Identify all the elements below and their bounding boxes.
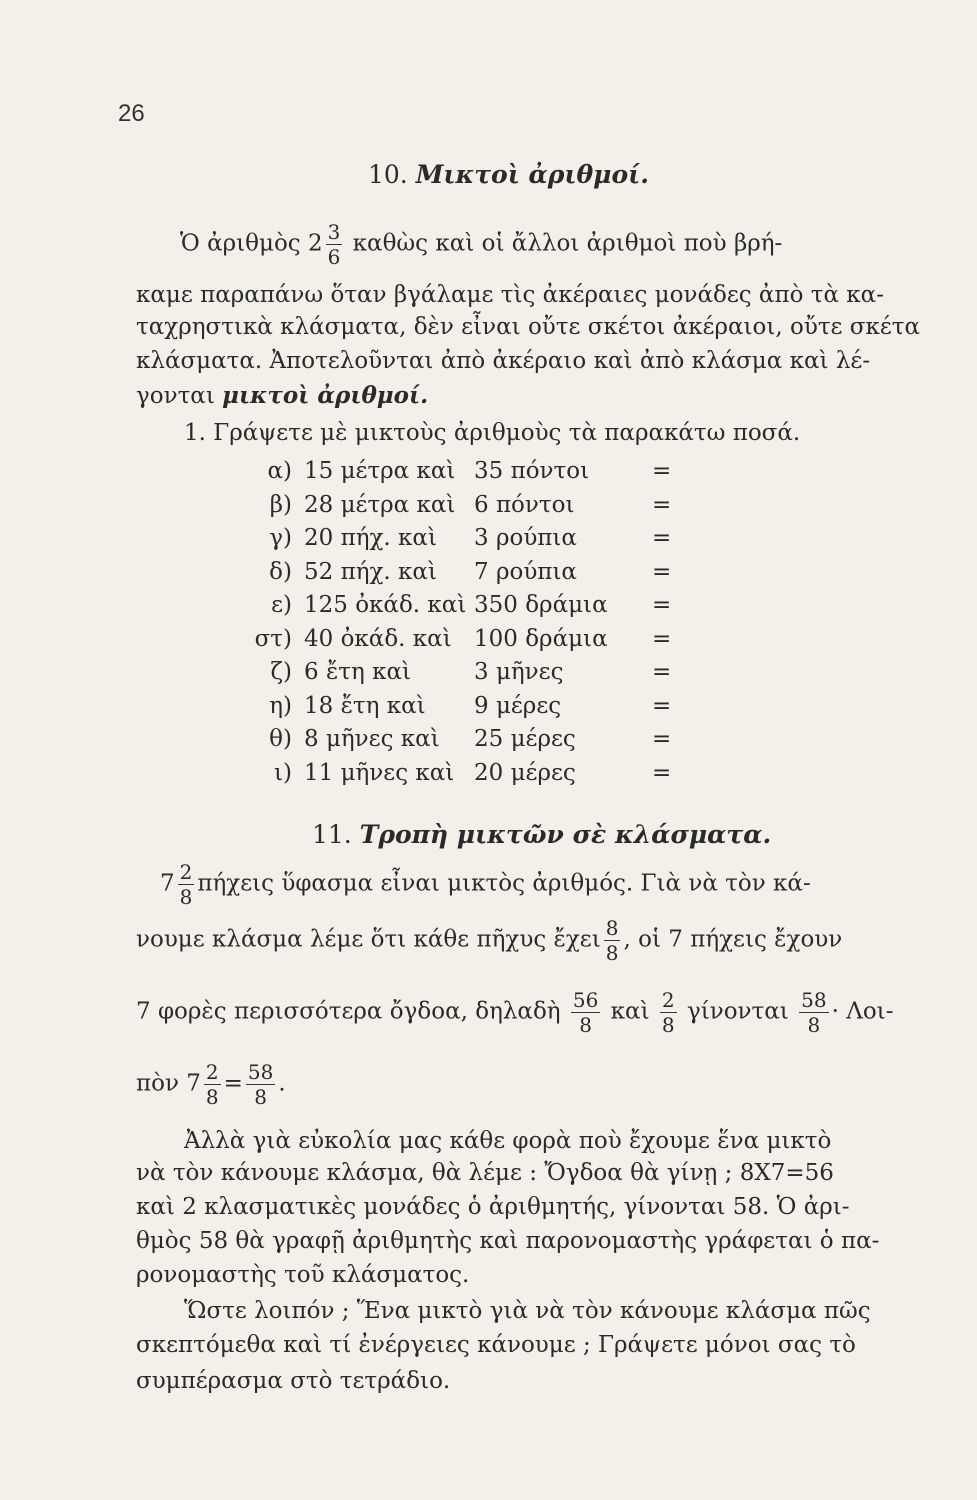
exercise-row [232, 659, 702, 689]
paragraph-line: συμπέρασμα στὸ τετράδιο. [136, 1368, 451, 1394]
numerator: 8 [605, 916, 619, 940]
paragraph-line: νὰ τὸν κάνουμε κλάσμα, θὰ λέμε : Ὄγδοα θὰ γίνῃ ; 8Χ7=56 [136, 1160, 834, 1186]
denominator: 8 [205, 1085, 219, 1109]
exercise-quantity-b: 25 μέρες [474, 726, 576, 752]
denominator: 8 [179, 885, 193, 909]
exercise-row [232, 726, 702, 756]
text-span: = [223, 1070, 243, 1097]
denominator: 8 [579, 1013, 592, 1037]
exercise-quantity-a: 15 μέτρα καὶ [304, 458, 456, 484]
term-bold: μικτοὶ ἀριθμοί. [222, 382, 429, 409]
section-10-number: 10. [368, 160, 408, 189]
text-span: 7 [160, 870, 175, 897]
exercise-quantity-a: 18 ἔτη καὶ [304, 692, 426, 719]
text-span: , οἱ 7 πήχεις ἔχουν [623, 926, 843, 953]
paragraph-line [136, 918, 842, 963]
exercise-quantity-b: 100 δράμια [474, 625, 608, 652]
text-span: 7 φορὲς περισσότερα ὄγδοα, δηλαδὴ [136, 998, 561, 1025]
exercise-label: η) [269, 692, 292, 719]
exercise-quantity-a: 52 πήχ. καὶ [304, 558, 437, 585]
section-10-title: Μικτοὶ ἀριθμοί. [415, 160, 649, 189]
exercise-row [232, 626, 702, 656]
fraction [604, 918, 621, 963]
exercise-equals: = [652, 759, 672, 786]
fraction [571, 990, 600, 1035]
text-span: πήχεις ὕφασμα εἶναι μικτὸς ἀριθμός. Γιὰ νὰ τὸν κά- [197, 870, 811, 897]
exercise-label: ι) [274, 759, 292, 786]
exercise-row [232, 559, 702, 589]
paragraph-line [180, 222, 782, 267]
exercise-quantity-b: 3 ρούπια [474, 525, 577, 551]
denominator: 8 [254, 1085, 267, 1109]
exercise-quantity-a: 6 ἔτη καὶ [304, 659, 412, 685]
numerator: 2 [205, 1060, 219, 1084]
exercise-equals: = [652, 592, 672, 618]
exercise-equals: = [652, 558, 672, 585]
text-span: γίνονται [686, 998, 789, 1025]
paragraph-line: σκεπτόμεθα καὶ τί ἐνέργειες κάνουμε ; Γράψετε μόνοι σας τὸ [136, 1332, 856, 1358]
exercise-quantity-a: 28 μέτρα καὶ [304, 491, 456, 518]
exercise-quantity-a: 20 πήχ. καὶ [304, 525, 437, 551]
exercise-equals: = [652, 625, 672, 652]
section-10-heading [368, 160, 649, 189]
exercise-row [232, 592, 702, 622]
exercise-label: θ) [269, 726, 292, 752]
exercise-label: α) [267, 458, 292, 484]
text-span: γονται [136, 383, 215, 409]
paragraph-line: ταχρηστικὰ κλάσματα, δὲν εἶναι οὔτε σκέτοι ἀκέραιοι, οὔτε σκέτα [136, 314, 921, 340]
denominator: 8 [605, 941, 619, 965]
paragraph-line [160, 862, 811, 907]
section-11-heading [312, 820, 771, 849]
section-11-number: 11. [312, 820, 352, 849]
exercise-equals: = [652, 491, 672, 518]
exercise-quantity-b: 35 πόντοι [474, 458, 590, 484]
paragraph-line: καὶ 2 κλασματικὲς μονάδες ὁ ἀριθμητής, γίνονται 58. Ὁ ἀρι- [136, 1194, 850, 1220]
exercise-row [232, 760, 702, 790]
exercise-equals: = [652, 525, 672, 551]
denominator: 8 [661, 1013, 675, 1037]
paragraph-line [136, 382, 428, 409]
text-span: νουμε κλάσμα λέμε ὅτι κάθε πῆχυς ἔχει [136, 926, 601, 953]
paragraph-line: Ὥστε λοιπόν ; Ἕνα μικτὸ γιὰ νὰ τὸν κάνουμε κλάσμα πῶς [184, 1298, 871, 1324]
text-span: πὸν 7 [136, 1070, 201, 1097]
exercise-row [232, 492, 702, 522]
exercise-label: δ) [269, 558, 292, 585]
exercise-quantity-a: 125 ὀκάδ. καὶ [304, 592, 467, 618]
exercise-quantity-a: 8 μῆνες καὶ [304, 726, 440, 752]
exercise-quantity-b: 6 πόντοι [474, 491, 575, 518]
denominator: 8 [807, 1013, 821, 1037]
exercise-label: ζ) [270, 659, 292, 685]
exercise-quantity-b: 20 μέρες [474, 759, 576, 786]
paragraph-line: θμὸς 58 θὰ γραφῇ ἀριθμητὴς καὶ παρονομαστὴς γράφεται ὁ πα- [136, 1228, 880, 1254]
exercise-quantity-a: 40 ὀκάδ. καὶ [304, 625, 452, 652]
exercise-intro: 1. Γράψετε μὲ μικτοὺς ἀριθμοὺς τὰ παρακάτω ποσά. [184, 420, 801, 446]
exercise-equals: = [652, 458, 672, 484]
text-span: καὶ [610, 998, 650, 1025]
numerator: 58 [801, 988, 827, 1012]
exercise-label: ε) [271, 592, 292, 618]
numerator: 2 [661, 988, 675, 1012]
exercise-quantity-b: 3 μῆνες [474, 659, 564, 685]
paragraph-line [136, 1062, 286, 1107]
exercise-equals: = [652, 692, 672, 719]
exercise-equals: = [652, 659, 672, 685]
paragraph-line: ρονομαστὴς τοῦ κλάσματος. [136, 1262, 470, 1288]
exercise-equals: = [652, 726, 672, 752]
text-span: · Λοι- [831, 998, 894, 1025]
text-span: . [278, 1070, 286, 1097]
fraction [204, 1062, 221, 1107]
numerator: 58 [247, 1060, 274, 1084]
paragraph-line: καμε παραπάνω ὅταν βγάλαμε τὶς ἀκέραιες μονάδες ἀπὸ τὰ κα- [136, 282, 884, 308]
exercise-label: γ) [269, 525, 292, 551]
paragraph-line: Ἀλλὰ γιὰ εὐκολία μας κάθε φορὰ ποὺ ἔχουμε ἕνα μικτὸ [184, 1128, 832, 1154]
exercise-quantity-b: 350 δράμια [474, 592, 608, 618]
fraction [326, 222, 343, 267]
numerator: 3 [327, 220, 341, 244]
fraction [178, 862, 195, 907]
fraction [660, 990, 677, 1035]
exercise-row [232, 525, 702, 555]
exercise-label: β) [269, 491, 292, 518]
numerator: 56 [572, 988, 599, 1012]
text-span: Ὁ ἀριθμὸς 2 [180, 230, 323, 257]
exercise-row [232, 693, 702, 723]
exercise-quantity-b: 7 ρούπια [474, 558, 577, 585]
paragraph-line: κλάσματα. Ἀποτελοῦνται ἀπὸ ἀκέραιο καὶ ἀπὸ κλάσμα καὶ λέ- [136, 348, 871, 374]
numerator: 2 [179, 860, 193, 884]
section-11-title: Τροπὴ μικτῶν σὲ κλάσματα. [359, 820, 772, 849]
page-number: 26 [118, 100, 145, 127]
fraction [246, 1062, 275, 1107]
exercise-label: στ) [254, 625, 292, 652]
fraction [799, 990, 828, 1035]
exercise-row [232, 458, 702, 488]
denominator: 6 [327, 245, 341, 269]
exercise-quantity-a: 11 μῆνες καὶ [304, 759, 455, 786]
exercise-quantity-b: 9 μέρες [474, 692, 562, 719]
text-span: καθὼς καὶ οἱ ἄλλοι ἀριθμοὶ ποὺ βρή- [352, 230, 783, 257]
paragraph-line [136, 990, 893, 1035]
